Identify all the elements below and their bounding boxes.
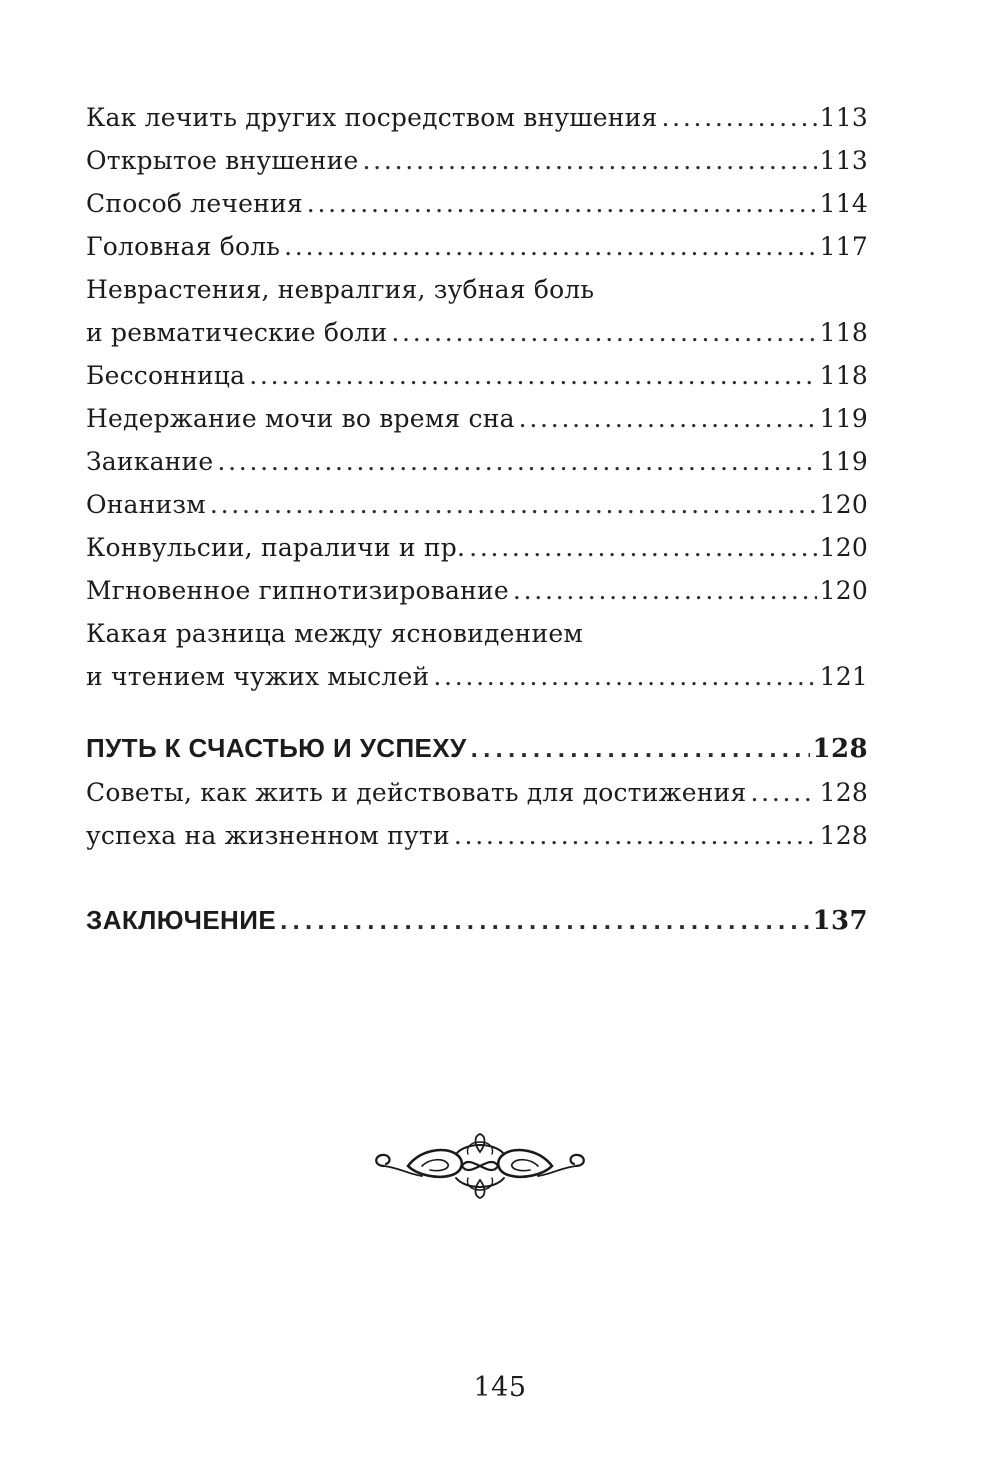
toc-entry bbox=[86, 771, 868, 814]
toc-entry-page: 113 bbox=[819, 146, 868, 175]
toc-entry-line bbox=[86, 814, 868, 857]
dot-leader bbox=[471, 727, 810, 770]
dot-leader bbox=[210, 483, 817, 526]
toc-entry-line bbox=[86, 771, 868, 814]
dot-leader bbox=[519, 397, 817, 440]
toc-entry bbox=[86, 139, 868, 182]
dot-leader bbox=[362, 139, 816, 182]
toc-entry-title: Заикание bbox=[86, 447, 214, 476]
toc-entry-title: Недержание мочи во время сна bbox=[86, 404, 515, 433]
toc-entry-line bbox=[86, 96, 868, 139]
toc-entry-page: 119 bbox=[819, 447, 868, 476]
table-of-contents bbox=[86, 96, 868, 943]
toc-entry-title: успеха на жизненном пути bbox=[86, 821, 450, 850]
toc-entry-line bbox=[86, 182, 868, 225]
dot-leader bbox=[513, 569, 817, 612]
dot-leader bbox=[307, 182, 817, 225]
dot-leader bbox=[433, 655, 816, 698]
toc-entry bbox=[86, 96, 868, 139]
toc-entry-page: 113 bbox=[819, 103, 868, 132]
dot-leader bbox=[284, 225, 817, 268]
toc-entry-line bbox=[86, 397, 868, 440]
toc-entry bbox=[86, 814, 868, 857]
spacer bbox=[86, 857, 868, 899]
toc-entry-page: 118 bbox=[819, 361, 868, 390]
toc-entry-title: Конвульсии, параличи и пр. bbox=[86, 533, 466, 562]
toc-entry-line bbox=[86, 727, 868, 771]
toc-entry-line bbox=[86, 139, 868, 182]
toc-entry-page: 121 bbox=[819, 662, 868, 691]
toc-entry-page: 114 bbox=[819, 189, 868, 218]
dot-leader bbox=[454, 814, 817, 857]
toc-entry-title: Бессонница bbox=[86, 361, 246, 390]
toc-entry-title: и ревматические боли bbox=[86, 318, 388, 347]
dot-leader bbox=[249, 354, 816, 397]
toc-entry bbox=[86, 483, 868, 526]
toc-entry bbox=[86, 397, 868, 440]
dot-leader bbox=[217, 440, 816, 483]
toc-entry-page: 120 bbox=[819, 490, 868, 519]
toc-entry-page: 119 bbox=[819, 404, 868, 433]
toc-entry-line bbox=[86, 483, 868, 526]
toc-entry-page: 117 bbox=[819, 232, 868, 261]
toc-section-entry bbox=[86, 727, 868, 771]
toc-entry-page: 128 bbox=[819, 821, 868, 850]
page-number: 145 bbox=[473, 1372, 527, 1403]
toc-entry-title: Головная боль bbox=[86, 232, 281, 261]
toc-entry bbox=[86, 354, 868, 397]
spacer bbox=[86, 698, 868, 727]
toc-entry-title: Способ лечения bbox=[86, 189, 303, 218]
toc-entry-page: 128 bbox=[812, 734, 868, 764]
toc-entry bbox=[86, 440, 868, 483]
toc-entry-title-line: Неврастения, невралгия, зубная боль bbox=[86, 275, 595, 304]
toc-entry-title: и чтением чужих мыслей bbox=[86, 662, 430, 691]
toc-entry-line bbox=[86, 899, 868, 943]
toc-entry-page: 118 bbox=[819, 318, 868, 347]
toc-entry-line bbox=[86, 225, 868, 268]
toc-entry-page: 120 bbox=[819, 533, 868, 562]
dot-leader bbox=[391, 311, 816, 354]
toc-section-title: ПУТЬ К СЧАСТЬЮ И УСПЕХУ bbox=[86, 733, 467, 763]
dot-leader bbox=[280, 899, 809, 942]
flourish-divider-icon bbox=[370, 1128, 590, 1204]
dot-leader bbox=[469, 526, 817, 569]
toc-entry-line bbox=[86, 526, 868, 569]
toc-entry bbox=[86, 268, 868, 354]
toc-section-title: ЗАКЛЮЧЕНИЕ bbox=[86, 905, 277, 935]
toc-entry bbox=[86, 526, 868, 569]
toc-entry-title: Как лечить других посредством внушения bbox=[86, 103, 658, 132]
toc-entry-line bbox=[86, 311, 868, 354]
toc-entry-line bbox=[86, 655, 868, 698]
toc-section-entry bbox=[86, 899, 868, 943]
toc-entry-page: 137 bbox=[812, 906, 868, 936]
dot-leader bbox=[661, 96, 816, 139]
toc-entry bbox=[86, 225, 868, 268]
toc-entry-line bbox=[86, 354, 868, 397]
toc-entry-page: 120 bbox=[819, 576, 868, 605]
toc-entry-title: Советы, как жить и действовать для достижения bbox=[86, 778, 747, 807]
toc-entry-title-line: Какая разница между ясновидением bbox=[86, 619, 583, 648]
dot-leader bbox=[750, 771, 816, 814]
toc-entry-title: Мгновенное гипнотизирование bbox=[86, 576, 509, 605]
toc-entry-title: Открытое внушение bbox=[86, 146, 359, 175]
toc-entry-page: 128 bbox=[819, 778, 868, 807]
toc-entry-line bbox=[86, 440, 868, 483]
toc-entry-line bbox=[86, 569, 868, 612]
toc-entry bbox=[86, 569, 868, 612]
toc-entry bbox=[86, 612, 868, 698]
toc-entry bbox=[86, 182, 868, 225]
toc-entry-title: Онанизм bbox=[86, 490, 206, 519]
